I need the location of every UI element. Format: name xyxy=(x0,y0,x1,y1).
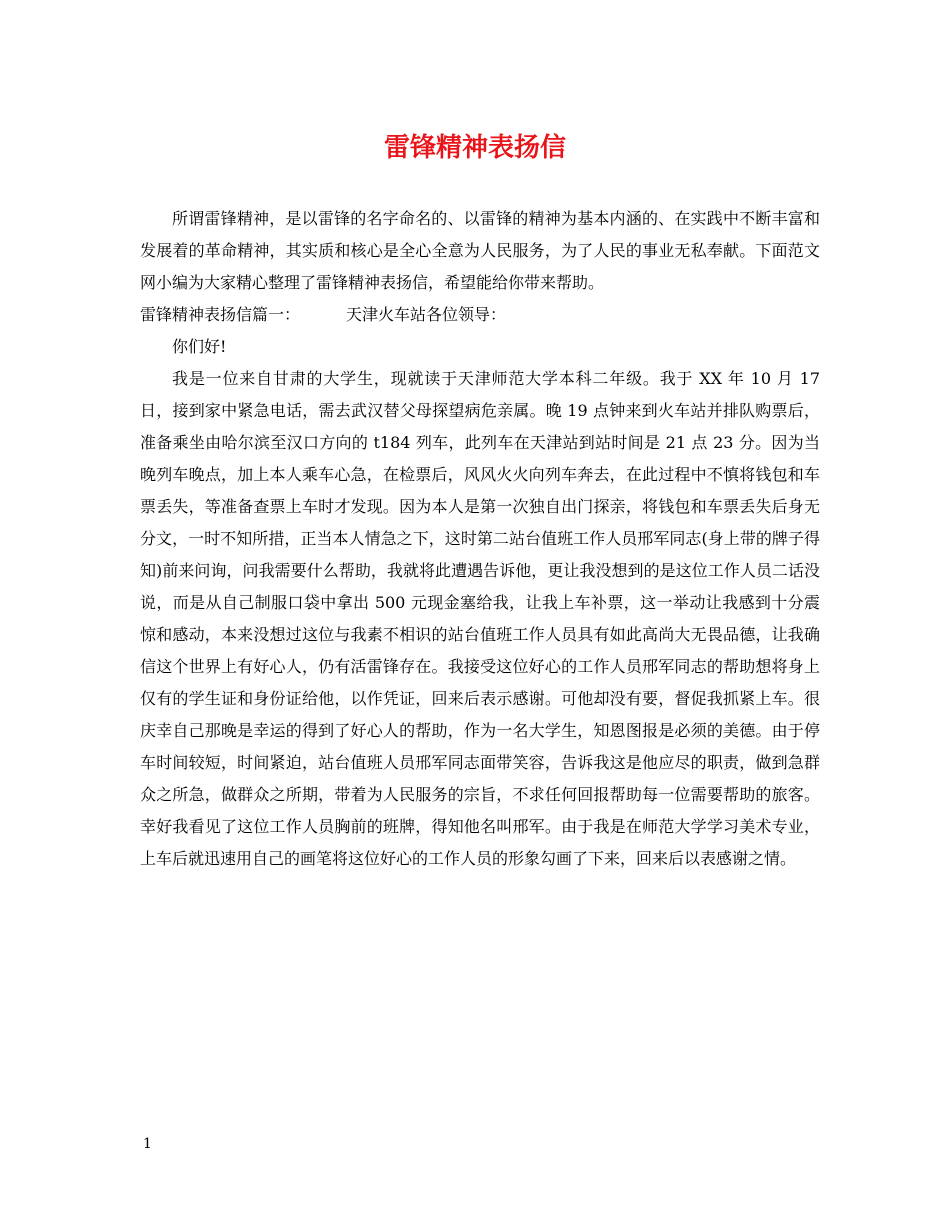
section-heading: 雷锋精神表扬信篇一： xyxy=(140,305,301,324)
page-number: 1 xyxy=(143,1136,152,1152)
document-body xyxy=(140,203,820,875)
document-title: 雷锋精神表扬信 xyxy=(383,133,566,163)
section-heading-line xyxy=(140,299,820,331)
letter-addressee: 天津火车站各位领导： xyxy=(346,305,507,324)
letter-greeting: 你们好! xyxy=(172,337,227,356)
letter-body-paragraph: 我是一位来自甘肃的大学生，现就读于天津师范大学本科二年级。我于 XX 年 10 月 17 日，接到家中紧急电话，需去武汉替父母探望病危亲属。晚 19 点钟来到火车站并排队购票后，准备乘坐由哈尔滨至汉口方向的 t184 列车，此列车在天津站到站时间是 21 点 23 分。因为当晚列车晚点，加上本人乘车心急，在检票后，风风火火向列车奔去，在此过程中不慎将钱包和车票丢失，等准备查票上车时才发现。因为本人是第一次独自出门探亲，将钱包和车票丢失后身无分文，一时不知所措，正当本人情急之下，这时第二站台值班工作人员邢军同志(身上带的牌子得知)前来问询，问我需要什么帮助，我就将此遭遇告诉他，更让我没想到的是这位工作人员二话没说，而是从自己制服口袋中拿出 500 元现金塞给我，让我上车补票，这一举动让我感到十分震惊和感动，本来没想过这位与我素不相识的站台值班工作人员具有如此高尚大无畏品德，让我确信这个世界上有好心人，仍有活雷锋存在。我接受这位好心的工作人员邢军同志的帮助想将身上仅有的学生证和身份证给他，以作凭证，回来后表示感谢。可他却没有要，督促我抓紧上车。很庆幸自己那晚是幸运的得到了好心人的帮助，作为一名大学生，知恩图报是必须的美德。由于停车时间较短，时间紧迫，站台值班人员邢军同志面带笑容，告诉我这是他应尽的职责，做到急群众之所急，做群众之所期，带着为人民服务的宗旨，不求任何回报帮助每一位需要帮助的旅客。幸好我看见了这位工作人员胸前的班牌，得知他名叫邢军。由于我是在师范大学学习美术专业，上车后就迅速用自己的画笔将这位好心的工作人员的形象勾画了下来，回来后以表感谢之情。 xyxy=(140,369,820,868)
intro-paragraph: 所谓雷锋精神，是以雷锋的名字命名的、以雷锋的精神为基本内涵的、在实践中不断丰富和发展着的革命精神，其实质和核心是全心全意为人民服务，为了人民的事业无私奉献。下面范文网小编为大家精心整理了雷锋精神表扬信，希望能给你带来帮助。 xyxy=(140,209,820,292)
